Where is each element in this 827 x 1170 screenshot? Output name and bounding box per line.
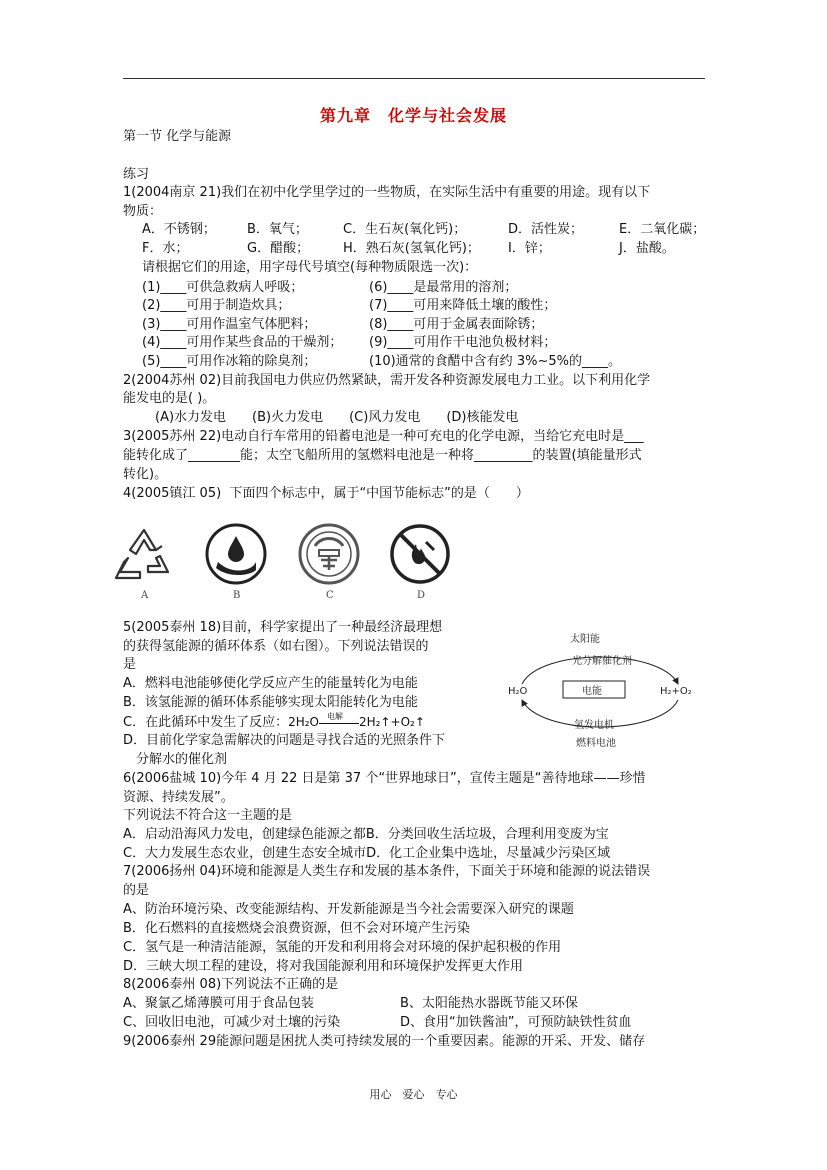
- q6-line3: 下列说法不符合这一主题的是: [123, 808, 293, 823]
- q1-option-i: I．锌；: [508, 241, 551, 256]
- section-title: 第一节 化学与能源: [123, 129, 232, 144]
- q1-option-a: A．不锈钢；: [142, 222, 216, 237]
- q7-line6: D．三峡大坝工程的建设，将对我国能源利用和环境保护发挥更大作用: [123, 959, 524, 974]
- q1-item-5: (5)____可用作冰箱的除臭剂；: [142, 354, 317, 369]
- energy-saving-icon: [297, 522, 361, 586]
- q1-item-8: (8)____可用于金属表面除锈；: [369, 317, 544, 332]
- q8-option-a: A、聚氯乙烯薄膜可用于食品包装: [123, 996, 314, 1011]
- water-drop-hand-icon: [204, 522, 268, 586]
- practice-heading: 练习: [123, 167, 150, 182]
- q5-option-d: D．目前化学家急需解决的问题是寻找合适的光照条件下: [123, 733, 446, 748]
- q6-line2: 资源、持续发展”。: [123, 790, 234, 805]
- logo-label-b: B: [233, 590, 241, 601]
- q5-reaction-arrow: [319, 714, 359, 730]
- q1-option-c: C．生石灰(氧化钙)；: [343, 222, 467, 237]
- q5-option-a: A．燃料电池能够使化学反应产生的能量转化为电能: [123, 676, 418, 691]
- q5-stem-line1: 5(2005泰州 18)目前，科学家提出了一种最经济最理想: [123, 620, 443, 635]
- diagram-top2: 光分解催化剂: [572, 656, 632, 667]
- diagram-left: H₂O: [508, 686, 528, 697]
- chapter-title: 第九章 化学与社会发展: [319, 106, 507, 125]
- q1-item-1: (1)____可供急救病人呼吸；: [142, 280, 304, 295]
- q1-option-b: B．氧气；: [247, 222, 308, 237]
- q1-item-7: (7)____可用来降低土壤的酸性；: [369, 298, 557, 313]
- q8-option-c: C、回收旧电池，可减少对土壤的污染: [123, 1015, 341, 1030]
- q5-stem-line2: 的获得氢能源的循环体系（如右图）。下列说法错误的: [123, 639, 429, 654]
- q5-stem-line3: 是: [123, 657, 137, 672]
- q1-instruction: 请根据它们的用途，用字母代号填空(每种物质限选一次)：: [142, 260, 478, 275]
- page-footer: 用心 爱心 专心: [369, 1088, 458, 1101]
- logo-label-a: A: [141, 590, 149, 601]
- q1-option-f: F．水；: [142, 241, 189, 256]
- header-rule: [123, 78, 705, 79]
- q1-option-e: E．二氧化碳；: [619, 222, 706, 237]
- q6-line5: C．大力发展生态农业，创建生态安全城市D．化工企业集中选址，尽量减少污染区域: [123, 846, 611, 861]
- diagram-top1: 太阳能: [570, 634, 600, 645]
- q3-line3: 转化)。: [123, 467, 168, 482]
- q1-option-j: J．盐酸。: [619, 241, 675, 256]
- q1-option-h: H．熟石灰(氢氧化钙)；: [343, 241, 480, 256]
- q1-item-2: (2)____可用于制造炊具；: [142, 298, 291, 313]
- q6-line4: A．启动沿海风力发电，创建绿色能源之都B．分类回收生活垃圾，合理利用变废为宝: [123, 827, 609, 842]
- q3-line2: 能转化成了________能；太空飞船所用的氢燃料电池是一种将_________的装置(填能量形式: [123, 448, 642, 463]
- q5-reaction-right: 2H₂↑+O₂↑: [359, 715, 425, 729]
- q2-options: (A)水力发电 (B)火力发电 (C)风力发电 (D)核能发电: [155, 410, 519, 425]
- recycle-icon: [112, 522, 176, 586]
- no-fire-icon: [388, 522, 452, 586]
- q7-line2: 的是: [123, 883, 150, 898]
- q7-line5: C．氢气是一种清洁能源，氢能的开发和利用将会对环境的保护起积极的作用: [123, 940, 562, 955]
- q7-line1: 7(2006扬州 04)环境和能源是人类生存和发展的基本条件，下面关于环境和能源的说法错误: [123, 864, 651, 879]
- q2-stem-line1: 2(2004苏州 02)目前我国电力供应仍然紧缺，需开发各种资源发展电力工业。以下利用化学: [123, 373, 651, 388]
- q8-option-b: B、太阳能热水器既节能又环保: [400, 996, 578, 1011]
- q4-stem: 4(2005镇江 05) 下面四个标志中，属于“中国节能标志”的是（ ）: [123, 486, 529, 501]
- diagram-right: H₂+O₂: [660, 686, 692, 697]
- q7-line4: B．化石燃料的直接燃烧会浪费资源，但不会对环境产生污染: [123, 921, 470, 936]
- q9-stem: 9(2006泰州 29能源问题是困扰人类可持续发展的一个重要因素。能源的开采、开发、储存: [123, 1034, 646, 1049]
- q5-option-c-text: C．在此循环中发生了反应：: [123, 715, 289, 730]
- logo-label-d: D: [417, 590, 426, 601]
- diagram-bottom1: 氢发电机: [574, 720, 614, 731]
- q6-line1: 6(2006盐城 10)今年 4 月 22 日是第 37 个“世界地球日”，宣传主题是“善待地球——珍惜: [123, 771, 646, 786]
- q1-option-d: D．活性炭；: [508, 222, 584, 237]
- q8-stem: 8(2006泰州 08)下列说法不正确的是: [123, 977, 339, 992]
- diagram-center: 电能: [582, 686, 602, 697]
- q5-reaction-left: 2H₂O: [288, 715, 319, 729]
- hydrogen-cycle-diagram: [500, 628, 705, 753]
- q1-item-9: (9)____可用作干电池负极材料；: [369, 335, 557, 350]
- q1-stem-line1: 1(2004南京 21)我们在初中化学里学过的一些物质，在实际生活中有重要的用途。现有以下: [123, 185, 651, 200]
- logo-label-c: C: [326, 590, 334, 601]
- q2-stem-line2: 能发电的是( )。: [123, 391, 216, 406]
- q1-option-g: G．醋酸；: [247, 241, 310, 256]
- q5-option-d-cont: 分解水的催化剂: [136, 752, 228, 767]
- q5-option-c: [123, 714, 425, 731]
- q5-reaction-condition: 电解: [327, 712, 343, 721]
- q5-option-b: B．该氢能源的循环体系能够实现太阳能转化为电能: [123, 695, 418, 710]
- q1-item-4: (4)____可用作某些食品的干燥剂；: [142, 335, 343, 350]
- q1-item-6: (6)____是最常用的溶剂；: [369, 280, 518, 295]
- diagram-bottom2: 燃料电池: [576, 738, 616, 749]
- q3-line1: 3(2005苏州 22)电动自行车常用的铅蓄电池是一种可充电的化学电源，当给它充电时是___: [123, 429, 644, 444]
- q7-line3: A、防治环境污染、改变能源结构、开发新能源是当今社会需要深入研究的课题: [123, 902, 574, 917]
- q1-item-3: (3)____可用作温室气体肥料；: [142, 317, 317, 332]
- q8-option-d: D、食用“加铁酱油”，可预防缺铁性贫血: [400, 1015, 632, 1030]
- q1-stem-line2: 物质：: [123, 204, 163, 219]
- q1-item-10: (10)通常的食醋中含有约 3%~5%的____。: [369, 354, 621, 369]
